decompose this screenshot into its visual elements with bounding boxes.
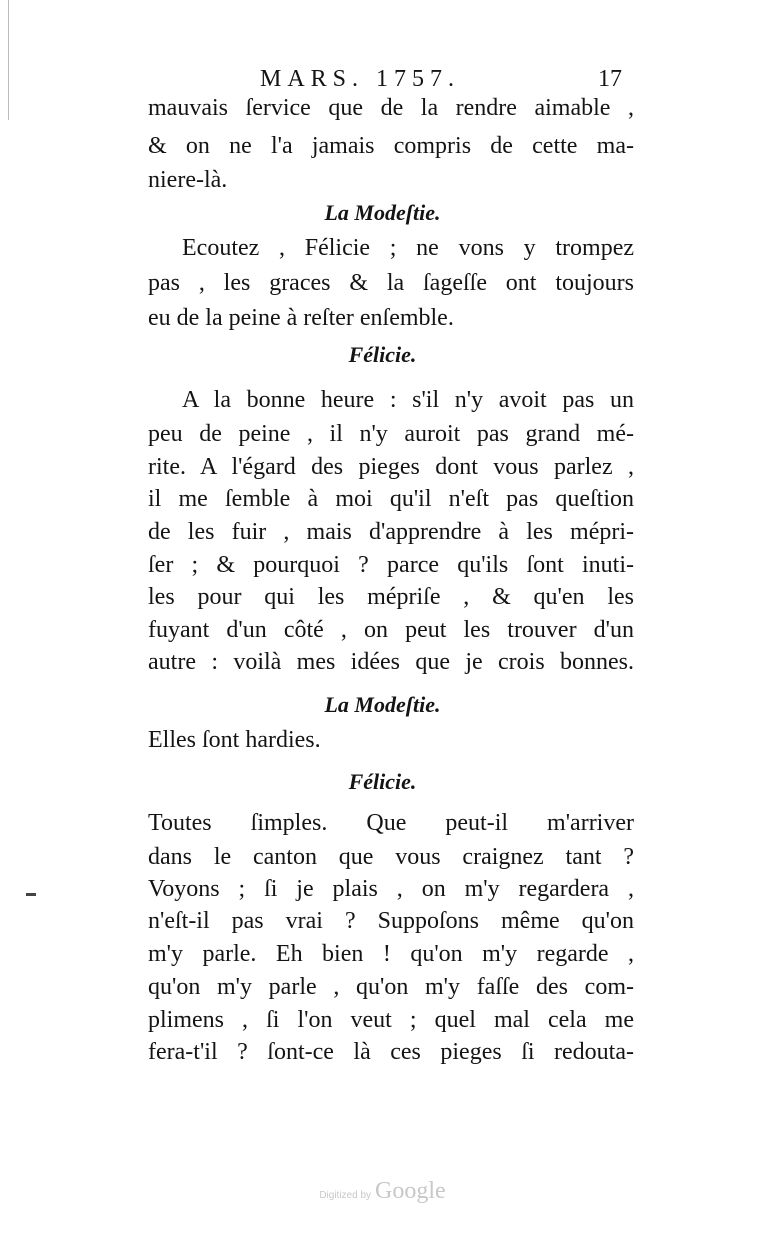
watermark-prefix: Digitized by [319, 1190, 372, 1201]
text-line: Voyons ; ſi je plais , on m'y regardera , [148, 876, 634, 902]
page-number: 17 [598, 66, 622, 92]
text-line: A la bonne heure : s'il n'y avoit pas un [182, 387, 634, 413]
text-line: il me ſemble à moi qu'il n'eſt pas queſtion [148, 486, 634, 512]
text-line: pas , les graces & la ſageſſe ont toujours [148, 270, 634, 296]
text-line: plimens , ſi l'on veut ; quel mal cela me [148, 1007, 634, 1033]
text-line: qu'on m'y parle , qu'on m'y faſſe des com- [148, 974, 634, 1000]
running-title: MARS. 1757. [260, 66, 461, 92]
text-line: fuyant d'un côté , on peut les trouver d'un [148, 617, 634, 643]
text-line: & on ne l'a jamais compris de cette ma- [148, 133, 634, 159]
speaker-heading: La Modeſtie. [324, 200, 441, 225]
text-line: peu de peine , il n'y auroit pas grand mé- [148, 421, 634, 447]
text-line: dans le canton que vous craignez tant ? [148, 844, 634, 870]
speaker-heading: La Modeſtie. [324, 692, 441, 717]
text-line: de les fuir , mais d'apprendre à les mépri- [148, 519, 634, 545]
speaker-heading: Félicie. [348, 342, 417, 367]
text-line: les pour qui les mépriſe , & qu'en les [148, 584, 634, 610]
text-line: m'y parle. Eh bien ! qu'on m'y regarde , [148, 941, 634, 967]
margin-mark [26, 893, 36, 896]
margin-mark [8, 0, 9, 120]
text-line: eu de la peine à reſter enſemble. [148, 305, 454, 331]
text-line: autre : voilà mes idées que je crois bonnes. [148, 649, 634, 675]
text-line: Ecoutez , Félicie ; ne vons y trompez [182, 235, 634, 261]
text-line: Toutes ſimples. Que peut-il m'arriver [148, 810, 634, 836]
text-line: Elles ſont hardies. [148, 727, 321, 753]
text-line: ſer ; & pourquoi ? parce qu'ils ſont inuti- [148, 552, 634, 578]
text-line: fera-t'il ? ſont-ce là ces pieges ſi redouta- [148, 1039, 634, 1065]
speaker-heading: Félicie. [348, 769, 417, 794]
text-line: n'eſt-il pas vrai ? Suppoſons même qu'on [148, 908, 634, 934]
digitized-watermark [0, 1178, 765, 1205]
watermark-brand: Google [375, 1178, 446, 1204]
text-line: mauvais ſervice que de la rendre aimable , [148, 95, 634, 121]
text-line: niere-là. [148, 167, 228, 193]
text-line: rite. A l'égard des pieges dont vous parlez , [148, 454, 634, 480]
